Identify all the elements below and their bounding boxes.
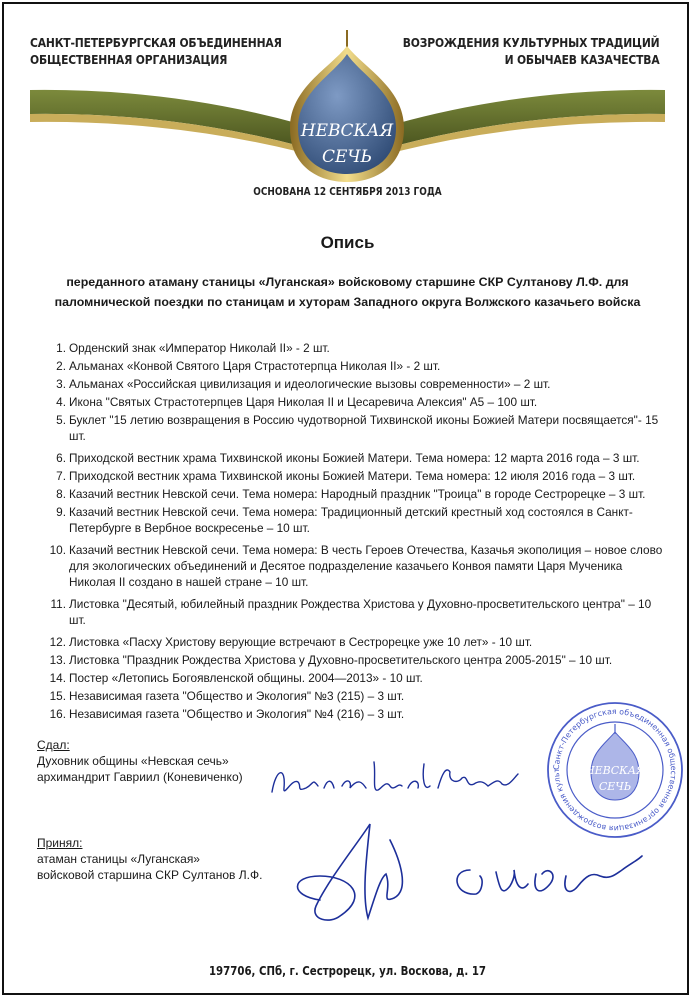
list-item: 3. Альманах «Российская цивилизация и идеологические вызовы современности» – 2 шт.: [56, 377, 551, 391]
organization-stamp: [545, 700, 685, 840]
stamp-center-line2: СЕЧЬ: [598, 780, 632, 793]
list-item: 12. Листовка «Пасху Христову верующие встречают в Сестрорецке уже 10 лет» - 10 шт.: [49, 635, 533, 649]
founded-date: ОСНОВАНА 12 СЕНТЯБРЯ 2013 ГОДА: [253, 186, 442, 198]
received-block: [37, 835, 262, 883]
list-item: 10. Казачий вестник Невской сечи. Тема номера: В честь Героев Отечества, Казачья экополиция – новое слово для экологических объединений и Десятое подразделение казачьего Конвоя памяти Царя Мученика Николая II создано в нашей стране – 10 шт.: [49, 543, 663, 589]
handed-over-line1: Духовник общины «Невская сечь»: [37, 754, 229, 768]
organization-name-right: ВОЗРОЖДЕНИЯ КУЛЬТУРНЫХ ТРАДИЦИЙ И ОБЫЧАЕВ КАЗАЧЕСТВА: [402, 35, 659, 67]
inventory-list: [44, 340, 669, 724]
document-subtitle: переданного атаману станицы «Луганская» войсковому старшине СКР Султанову Л.Ф. для паломнической поездки по станицам и хуторам Западного округа Волжского казачьего войска: [54, 275, 641, 309]
received-line2: войсковой старшина СКР Султанов Л.Ф.: [37, 868, 263, 882]
list-item: 9. Казачий вестник Невской сечи. Тема номера: Традиционный детский крестный ход состоялся в Санкт-Петербурге в Вербное воскресенье – 10 шт.: [56, 505, 633, 535]
list-item: 4. Икона "Святых Страстотерпцев Царя Николая II и Цесаревича Алексия" А5 – 100 шт.: [56, 395, 538, 409]
list-item: 14. Постер «Летопись Богоявленской общины. 2004—2013» - 10 шт.: [49, 671, 423, 685]
handed-over-heading: Сдал:: [37, 738, 70, 752]
list-item: 13. Листовка "Праздник Рождества Христова у Духовно-просветительского центра 2005-2015" – 10 шт.: [49, 653, 613, 667]
organization-name-left: САНКТ-ПЕТЕРБУРГСКАЯ ОБЪЕДИНЕННАЯ ОБЩЕСТВЕННАЯ ОРГАНИЗАЦИЯ: [30, 35, 282, 67]
handed-over-block: [37, 737, 243, 785]
list-item: 5. Буклет "15 летию возвращения в Россию чудотворной Тихвинской иконы Божией Матери посвящается"- 15 шт.: [56, 413, 659, 443]
list-item: 2. Альманах «Конвой Святого Царя Страстотерпца Николая II» - 2 шт.: [56, 359, 441, 373]
list-item: 16. Независимая газета "Общество и Экология" №4 (216) – 3 шт.: [49, 707, 405, 721]
emblem-text-line2: СЕЧЬ: [321, 147, 373, 167]
list-item: 8. Казачий вестник Невской сечи. Тема номера: Народный праздник "Троица" в городе Сестрорецке – 3 шт.: [56, 487, 646, 501]
ribbon-left: [30, 90, 300, 152]
document-title: Опись: [320, 233, 375, 252]
handed-over-line2: архимандрит Гавриил (Коневиченко): [37, 770, 243, 784]
received-line1: атаман станицы «Луганская»: [37, 852, 200, 866]
list-item: 6. Приходской вестник храма Тихвинской иконы Божией Матери. Тема номера: 12 марта 2016 года – 3 шт.: [56, 451, 640, 465]
list-item: 15. Независимая газета "Общество и Экология" №3 (215) – 3 шт.: [49, 689, 405, 703]
received-heading: Принял:: [37, 836, 83, 850]
stamp-ring-text: Санкт-Петербургская объединенная общественная организация возрождения культ: [551, 706, 679, 834]
stamp-center-line1: НЕВСКАЯ: [585, 764, 645, 777]
ribbon-right: [395, 90, 665, 152]
list-item: 11. Листовка "Десятый, юбилейный праздник Рождества Христова у Духовно-просветительского центра" – 10 шт.: [50, 597, 652, 627]
emblem-text-line1: НЕВСКАЯ: [300, 121, 394, 141]
signature-archimandrite: [262, 748, 542, 808]
footer-address: 197706, СПб, г. Сестрорецк, ул. Воскова, д. 17: [208, 964, 487, 978]
letterhead-emblem: [0, 28, 695, 190]
list-item: 1. Орденский знак «Император Николай II» - 2 шт.: [56, 341, 330, 355]
list-item: 7. Приходской вестник храма Тихвинской иконы Божией Матери. Тема номера: 12 июля 2016 года – 3 шт.: [56, 469, 636, 483]
